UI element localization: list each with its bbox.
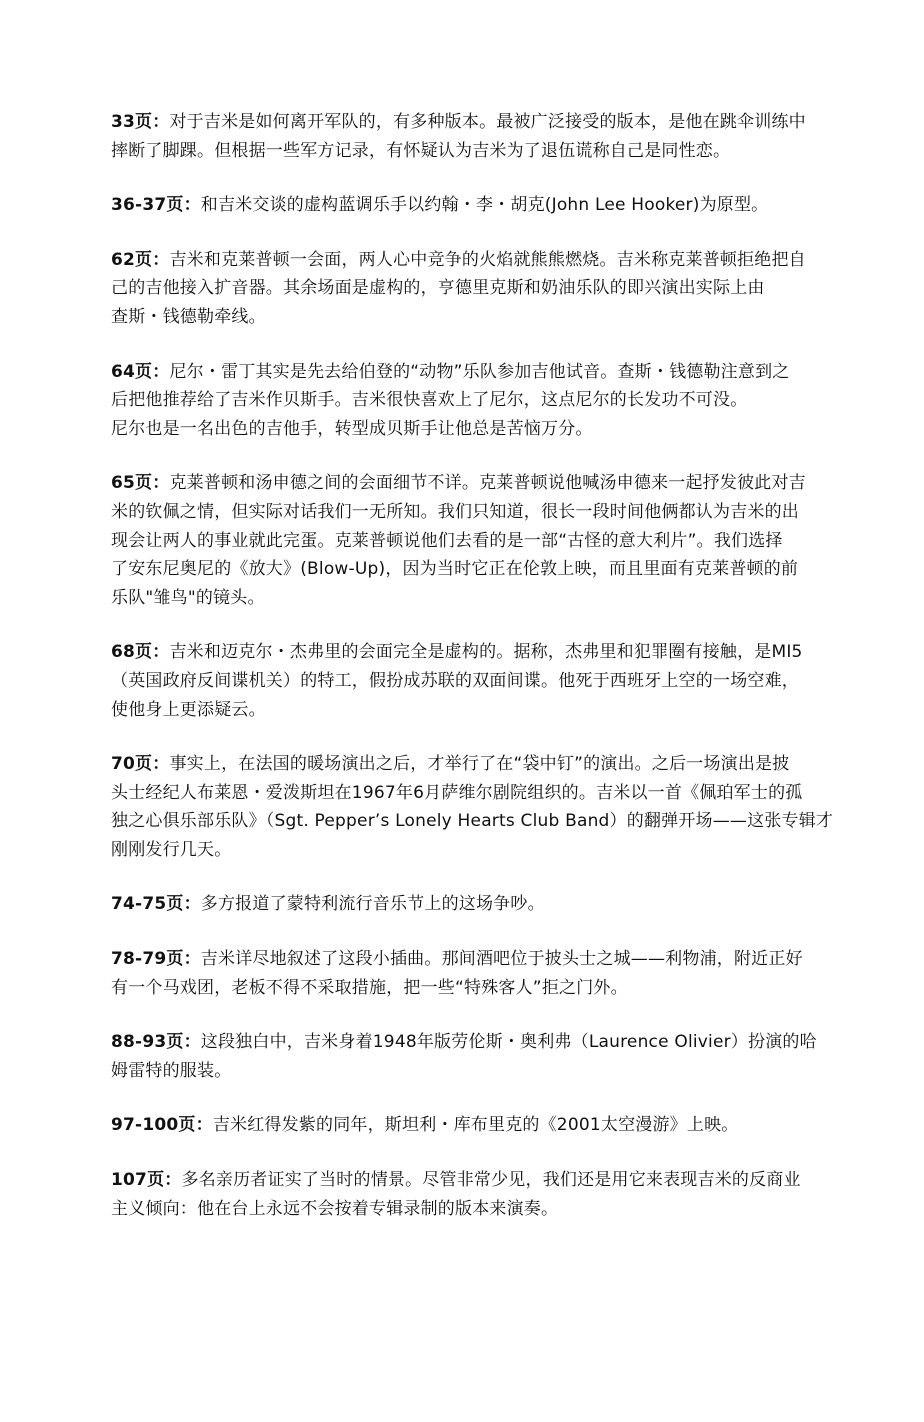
- note-text: 刚刚发行几天。: [111, 839, 232, 860]
- page-reference: 97-100页：: [111, 1115, 213, 1136]
- note-text: 多名亲历者证实了当时的情景。尽管非常少见，我们还是用它来表现吉米的反商业: [181, 1170, 801, 1191]
- note-line: [111, 1195, 841, 1224]
- note-line: [111, 890, 841, 919]
- note-line: [111, 108, 841, 137]
- note-paragraph: [111, 358, 841, 444]
- note-line: [111, 945, 841, 974]
- note-line: [111, 498, 841, 527]
- note-paragraph: [111, 1166, 841, 1223]
- note-line: [111, 1057, 841, 1086]
- note-line: [111, 836, 841, 865]
- note-paragraph: [111, 1028, 841, 1085]
- note-text: 克莱普顿和汤申德之间的会面细节不详。克莱普顿说他喊汤申德来一起抒发彼此对吉: [169, 473, 806, 494]
- note-line: [111, 750, 841, 779]
- note-text: 米的钦佩之情，但实际对话我们一无所知。我们只知道，很长一段时间他俩都认为吉米的出: [111, 501, 799, 522]
- note-line: [111, 638, 841, 667]
- note-paragraph: [111, 945, 841, 1002]
- note-paragraph: [111, 1111, 841, 1140]
- note-line: [111, 469, 841, 498]
- note-text: 尼尔・雷丁其实是先去给伯登的“动物”乐队参加吉他试音。查斯・钱德勒注意到之: [169, 361, 790, 382]
- page-reference: 70页：: [111, 754, 170, 775]
- notes-document: [111, 108, 841, 1249]
- note-line: [111, 246, 841, 275]
- note-paragraph: [111, 469, 841, 612]
- note-text: 有一个马戏团，老板不得不采取措施，把一些“特殊客人”拒之门外。: [111, 977, 628, 998]
- page-reference: 107页：: [111, 1170, 182, 1191]
- note-line: [111, 527, 841, 556]
- page-reference: 78-79页：: [111, 949, 201, 970]
- page-reference: 68页：: [111, 642, 170, 663]
- note-line: [111, 974, 841, 1003]
- note-text: 使他身上更添疑云。: [111, 699, 266, 720]
- note-paragraph: [111, 638, 841, 724]
- note-line: [111, 779, 841, 808]
- page-reference: 88-93页：: [111, 1032, 201, 1053]
- note-text: 乐队"雏鸟"的镜头。: [111, 587, 265, 608]
- note-text: 这段独白中，吉米身着1948年版劳伦斯・奥利弗（Laurence Olivier）扮演的哈: [200, 1032, 817, 1053]
- note-line: [111, 1166, 841, 1195]
- page-reference: 74-75页：: [111, 894, 201, 915]
- note-paragraph: [111, 750, 841, 864]
- note-text: 对于吉米是如何离开军队的，有多种版本。最被广泛接受的版本，是他在跳伞训练中: [169, 112, 806, 132]
- note-text: 头士经纪人布莱恩・爱泼斯坦在1967年6月萨维尔剧院组织的。吉米以一首《佩珀军士的孤: [111, 782, 803, 803]
- note-paragraph: [111, 191, 841, 220]
- page-reference: 64页：: [111, 361, 170, 382]
- note-line: [111, 584, 841, 613]
- note-line: [111, 358, 841, 387]
- page-reference: 62页：: [111, 249, 170, 270]
- note-paragraph: [111, 246, 841, 332]
- note-text: 了安东尼奥尼的《放大》(Blow-Up)，因为当时它正在伦敦上映，而且里面有克莱普顿的前: [111, 559, 799, 580]
- note-line: [111, 1028, 841, 1057]
- note-line: [111, 1111, 841, 1140]
- note-line: [111, 696, 841, 725]
- note-line: [111, 807, 841, 836]
- note-text: 和吉米交谈的虚构蓝调乐手以约翰・李・胡克(John Lee Hooker)为原型。: [200, 195, 769, 216]
- note-text: 尼尔也是一名出色的吉他手，转型成贝斯手让他总是苦恼万分。: [111, 418, 593, 439]
- note-text: 吉米和克莱普顿一会面，两人心中竞争的火焰就熊熊燃烧。吉米称克莱普顿拒绝把自: [169, 249, 806, 270]
- note-line: [111, 667, 841, 696]
- note-line: [111, 303, 841, 332]
- note-text: 现会让两人的事业就此完蛋。克莱普顿说他们去看的是一部“古怪的意大利片”。我们选择: [111, 530, 783, 551]
- note-text: 吉米红得发紫的同年，斯坦利・库布里克的《2001太空漫游》上映。: [212, 1115, 739, 1136]
- note-text: 多方报道了蒙特利流行音乐节上的这场争吵。: [200, 894, 545, 915]
- note-text: 吉米和迈克尔・杰弗里的会面完全是虚构的。据称，杰弗里和犯罪圈有接触，是MI5: [169, 642, 803, 663]
- note-text: 吉米详尽地叙述了这段小插曲。那间酒吧位于披头士之城——利物浦，附近正好: [200, 949, 803, 970]
- page-reference: 33页：: [111, 112, 170, 132]
- note-text: 后把他推荐给了吉米作贝斯手。吉米很快喜欢上了尼尔，这点尼尔的长发功不可没。: [111, 390, 748, 411]
- note-text: 查斯・钱德勒牵线。: [111, 306, 266, 327]
- note-paragraph: [111, 108, 841, 165]
- note-text: 姆雷特的服装。: [111, 1060, 232, 1081]
- note-line: [111, 137, 841, 166]
- note-line: [111, 415, 841, 444]
- note-text: （英国政府反间谍机关）的特工，假扮成苏联的双面间谍。他死于西班牙上空的一场空难，: [111, 670, 799, 691]
- note-text: 事实上，在法国的暖场演出之后，才举行了在“袋中钉”的演出。之后一场演出是披: [169, 754, 790, 775]
- note-line: [111, 191, 841, 220]
- note-paragraph: [111, 890, 841, 919]
- note-text: 摔断了脚踝。但根据一些军方记录，有怀疑认为吉米为了退伍谎称自己是同性恋。: [111, 140, 731, 161]
- note-line: [111, 555, 841, 584]
- note-line: [111, 274, 841, 303]
- note-text: 己的吉他接入扩音器。其余场面是虚构的，亨德里克斯和奶油乐队的即兴演出实际上由: [111, 278, 765, 299]
- page-reference: 65页：: [111, 473, 170, 494]
- page-reference: 36-37页：: [111, 195, 201, 216]
- note-text: 独之心俱乐部乐队》（Sgt. Pepper’s Lonely Hearts Club Band）的翻弹开场——这张专辑才: [111, 811, 834, 832]
- note-text: 主义倾向：他在台上永远不会按着专辑录制的版本来演奏。: [111, 1198, 559, 1219]
- note-line: [111, 386, 841, 415]
